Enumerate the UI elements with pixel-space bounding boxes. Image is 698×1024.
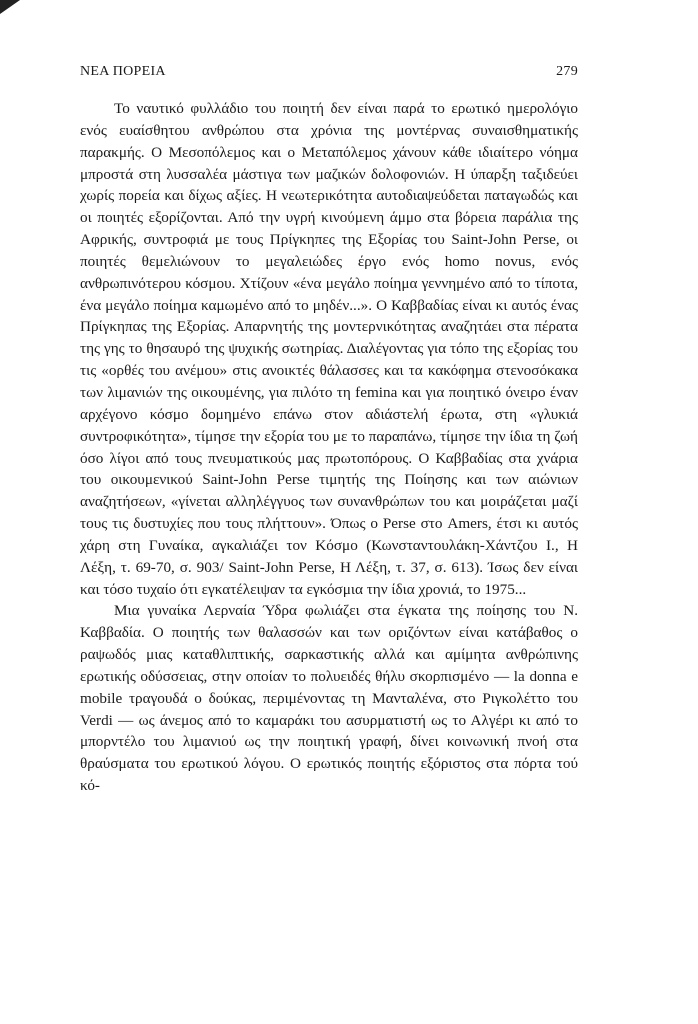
paragraph-2: Μια γυναίκα Λερναία Ύδρα φωλιάζει στα έγκατα της ποίησης του Ν. Καββαδία. Ο ποιητής των θαλασσών και των οριζόντων είναι κατάβαθος ο ραψωδός μιας καταθλιπτικής, σαρκαστικής αλλά και αμίμητα ανθρώπινης ερωτικής οδύσσειας, στην οποίαν το πολυειδές θήλυ σκορπισμένο — la donna e mobile τραγουδά ο δούκας, περιμένοντας τη Μανταλένα, στο Ριγκολέττο του Verdi — ως άνεμος από το καμαράκι του ασυρματιστή ως το Αλγέρι κι από το μπορντέλο του λιμανιού ως την ποιητική γραφή, δίνει κοινωνική πνοή στα θραύσματα του ερωτικού λόγου. Ο ερωτικός ποιητής εξόριστος στα πόρτα τού κό- [80,602,578,795]
scan-corner-mark [0,0,20,14]
running-head: ΝΕΑ ΠΟΡΕΙΑ [80,64,166,79]
paragraph-1: Το ναυτικό φυλλάδιο του ποιητή δεν είναι παρά το ερωτικό ημερολόγιο ενός ευαίσθητου ανθρώπου στα χρόνια της μοντέρνας συναισθηματικής παρακμής. Ο Μεσοπόλεμος και ο Μεταπόλεμος χάνουν κάθε ιδιαίτερο νόημα μπροστά στη λυσσαλέα μάστιγα των μαζικών δολοφονιών. Η ύπαρξη ταξιδεύει χωρίς πορεία και δίχως αξίες. Η νεωτερικότητα αυτοδιαψεύδεται παταγωδώς και οι ποιητές εξορίζονται. Από την υγρή κινούμενη άμμο στα βόρεια παράλια της Αφρικής, συντροφιά με τους Πρίγκηπες της Εξορίας του Saint-John Perse, οι ποιητές θεμελιώνουν το μεγαλειώδες έργο ενός homo novus, ενός ανθρωπινότερου κόσμου. Χτίζουν «ένα μεγάλο ποίημα γεννημένο από το τίποτα, ένα μεγάλο ποίημα καμωμένο από το μηδέν...». Ο Καββαδίας είναι κι αυτός ένας Πρίγκηπας της Εξορίας. Απαρνητής της μοντερνικότητας αναζητάει στα πέρατα της γης το θησαυρό της ψυχικής σωτηρίας. Διαλέγοντας για τόπο της εξορίας του τις «ορθές του ανέμου» στις ανοικτές θάλασσες και τα κακόφημα στενοσόκακα των λιμανιών της οικουμένης, για πιλότο τη femina και για ποιητικό όνειρο έναν αρχέγονο κόσμο δομημένο επάνω στον αδιάστελή έρωτα, στη «γλυκιά συντροφικότητα», τίμησε την εξορία του με το παραπάνω, τίμησε την ίδια τη ζωή όσο λίγοι από τους πνευματικούς μας πρωτοπόρους. Ο Καββαδίας στα χνάρια του οικουμενικού Saint-John Perse τιμητής της Ποίησης και των αιώνιων αναζητήσεων, «γίνεται αλληλέγγυος των συνανθρώπων του και μοιράζεται μαζί τους τις δυστυχίες που τους πλήττουν». Όπως ο Perse στο Amers, έτσι κι αυτός χάρη στη Γυναίκα, αγκαλιάζει τον Κόσμο (Κωνσταντουλάκη-Χάντζου Ι., Η Λέξη, τ. 69-70, σ. 903/ Saint-John Perse, Η Λέξη, τ. 37, σ. 613). Ίσως δεν είναι και τόσο τυχαίο ότι εγκατέλειψαν τα εγκόσμια την ίδια χρονιά, το 1975... [80,100,578,598]
page-number: 279 [556,64,578,79]
page-header [80,64,578,86]
body-text [80,98,578,797]
